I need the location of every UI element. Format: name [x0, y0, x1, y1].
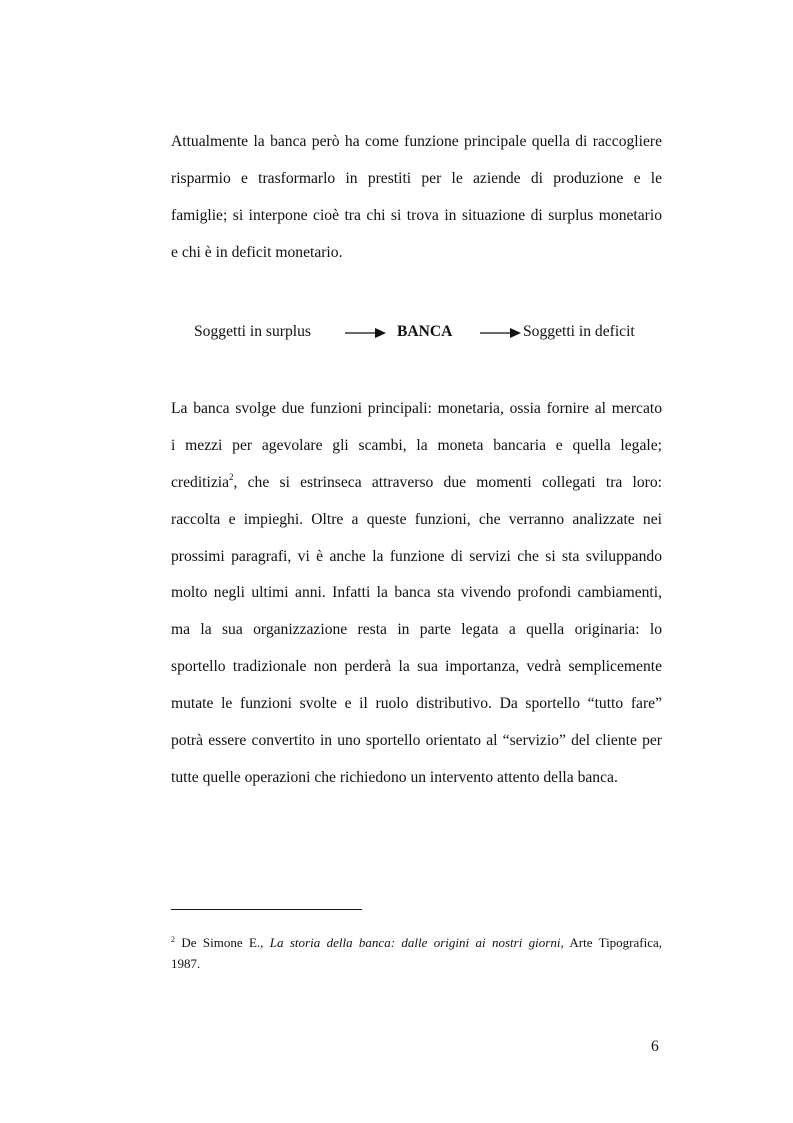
flow-destination-label: Soggetti in deficit: [523, 323, 635, 340]
text-fragment: , che si estrinseca attraverso due momenti collegati tra loro:: [233, 473, 662, 491]
paragraph-intro: [171, 124, 662, 272]
text-line: La banca svolge due funzioni principali: monetaria, ossia fornire al mercato: [171, 400, 662, 417]
text-line: i mezzi per agevolare gli scambi, la moneta bancaria e quella legale;: [171, 436, 662, 454]
arrow-right-icon: [345, 326, 387, 340]
text-line: sportello tradizionale non perderà la sua importanza, vedrà semplicemente: [171, 658, 662, 676]
text-line: tutte quelle operazioni che richiedono un intervento attento della banca.: [171, 768, 618, 786]
footnote: [171, 933, 662, 973]
flow-middle-label: BANCA: [397, 323, 453, 340]
text-line: Attualmente la banca però ha come funzione principale quella di raccogliere: [171, 133, 662, 150]
text-line: mutate le funzioni svolte e il ruolo distributivo. Da sportello “tutto fare”: [171, 695, 662, 713]
flow-source-label: Soggetti in surplus: [194, 323, 311, 340]
page-number: 6: [651, 1038, 659, 1055]
text-fragment: creditizia: [171, 473, 230, 491]
footnote-number: 2: [171, 935, 175, 944]
footnote-publisher: , Arte Tipografica,: [560, 935, 663, 950]
text-line: ma la sua organizzazione resta in parte legata a quella originaria: lo: [171, 621, 662, 639]
text-line: raccolta e impieghi. Oltre a queste funzioni, che verranno analizzate nei: [171, 510, 662, 528]
arrow-right-icon: [480, 326, 522, 340]
footnote-year: 1987.: [171, 956, 201, 971]
paragraph-functions: [171, 391, 662, 797]
text-line: molto negli ultimi anni. Infatti la banca sta vivendo profondi cambiamenti,: [171, 584, 662, 602]
text-line: famiglie; si interpone cioè tra chi si trova in situazione di surplus monetario: [171, 206, 662, 224]
text-line: prossimi paragrafi, vi è anche la funzione di servizi che si sta sviluppando: [171, 547, 662, 565]
footnote-line: [171, 933, 662, 954]
text-line: risparmio e trasformarlo in prestiti per le aziende di produzione e le: [171, 169, 662, 187]
footnote-title: La storia della banca: dalle origini ai nostri giorni: [269, 935, 561, 950]
flow-diagram: [0, 323, 793, 345]
footnote-author: De Simone E.,: [181, 935, 270, 950]
text-line: [171, 465, 662, 502]
footnote-reference[interactable]: 2: [229, 471, 234, 482]
text-line: potrà essere convertito in uno sportello orientato al “servizio” del cliente per: [171, 732, 662, 750]
text-line: e chi è in deficit monetario.: [171, 243, 343, 261]
footnote-separator: [171, 909, 362, 910]
